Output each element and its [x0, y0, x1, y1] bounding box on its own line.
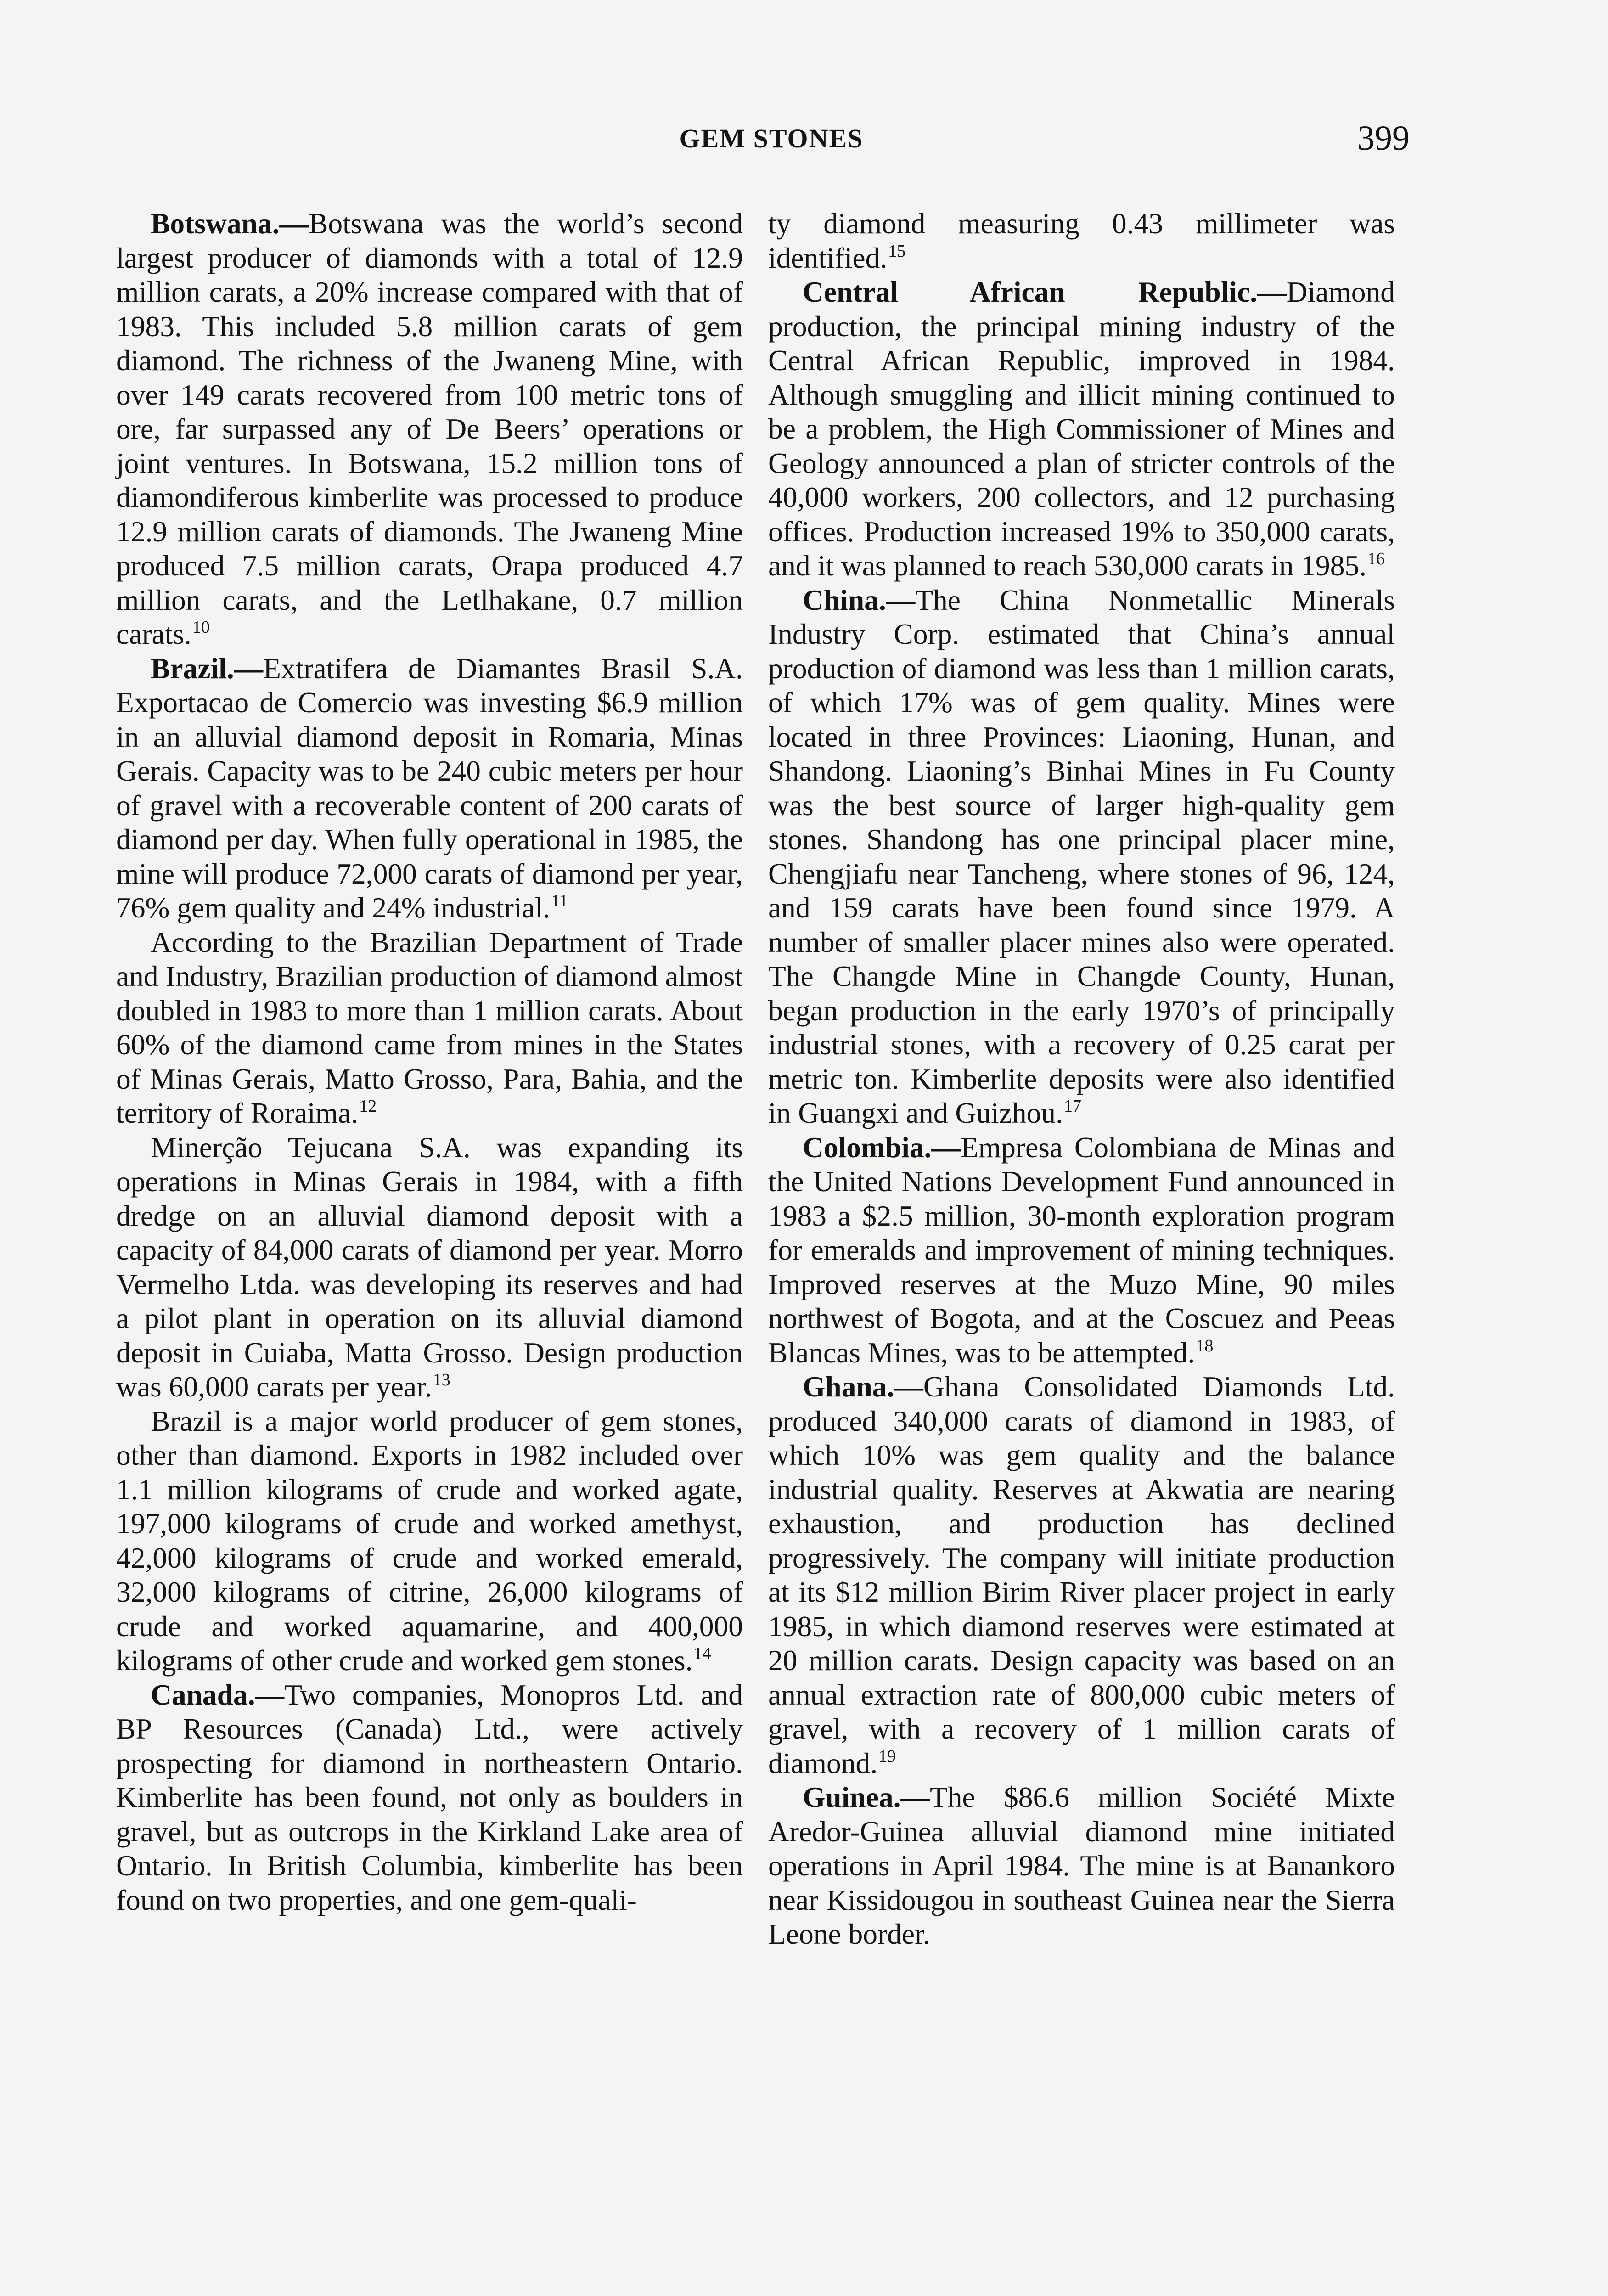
section-heading: Guinea.—: [803, 1781, 930, 1813]
footnote-ref: 11: [551, 891, 568, 911]
section-heading: Colombia.—: [803, 1131, 961, 1164]
paragraph-text: Ghana Consolidated Diamonds Ltd. produced 340,000 carats of diamond in 1983, of which 10% was gem quality and the balance industrial quality. Reserves at Akwatia are nearing exhaustion, and production has declined progressively. The company will initiate production at its $12 million Birim River placer project in early 1985, in which diamond reserves were estimated at 20 million carats. Design capacity was based on an annual extraction rate of 800,000 cubic meters of gravel, with a recovery of 1 million carats of diamond.: [768, 1370, 1395, 1779]
paragraph: [768, 1131, 1395, 1370]
section-heading: China.—: [803, 583, 916, 616]
footnote-ref: 18: [1196, 1336, 1214, 1356]
right-column: [768, 207, 1395, 1952]
paragraph-text: Botswana was the world’s second largest producer of diamonds with a total of 12.9 million carats, a 20% increase compared with that of 1983. This included 5.8 million carats of gem diamond. The richness of the Jwaneng Mine, with over 149 carats recovered from 100 metric tons of ore, far surpassed any of De Beers’ operations or joint ventures. In Botswana, 15.2 million tons of diamondiferous kimberlite was processed to produce 12.9 million carats of diamonds. The Jwaneng Mine produced 7.5 million carats, Orapa produced 4.7 million carats, and the Letlhakane, 0.7 million carats.: [116, 207, 743, 650]
left-column: [116, 207, 743, 1917]
paragraph: [768, 1780, 1395, 1952]
section-heading: Brazil.—: [151, 652, 264, 685]
footnote-ref: 17: [1063, 1097, 1081, 1116]
paragraph: [768, 583, 1395, 1131]
paragraph: [116, 1131, 743, 1404]
paragraph: [116, 1404, 743, 1678]
paragraph: [116, 652, 743, 925]
section-heading: Ghana.—: [803, 1370, 923, 1403]
footnote-ref: 12: [359, 1097, 377, 1116]
section-heading: Canada.—: [151, 1678, 285, 1711]
section-heading: Central African Republic.—: [803, 276, 1287, 308]
paragraph-text: Empresa Colombiana de Minas and the United Nations Development Fund announced in 1983 a $2.5 million, 30-month exploration program for emeralds and improvement of mining techniques. Improved reserves at the Muzo Mine, 90 miles northwest of Bogota, and at the Coscuez and Peeas Blancas Mines, was to be attempted.: [768, 1131, 1395, 1369]
page-number: 399: [1357, 119, 1410, 158]
paragraph-text: The $86.6 million Société Mixte Aredor-Guinea alluvial diamond mine initiated operations in April 1984. The mine is at Banankoro near Kissidougou in southeast Guinea near the Sierra Leone border.: [768, 1781, 1395, 1950]
paragraph-continuation: [768, 207, 1395, 275]
footnote-ref: 19: [878, 1746, 896, 1766]
paragraph-text: Brazil is a major world producer of gem stones, other than diamond. Exports in 1982 included over 1.1 million kilograms of crude and worked agate, 197,000 kilograms of crude and worked amethyst, 42,000 kilograms of crude and worked emerald, 32,000 kilograms of citrine, 26,000 kilograms of crude and worked aquamarine, and 400,000 kilograms of other crude and worked gem stones.: [116, 1404, 743, 1677]
footnote-ref: 16: [1367, 549, 1385, 568]
paragraph-text: ty diamond measuring 0.43 millimeter was identified.: [768, 207, 1395, 274]
running-title: GEM STONES: [679, 124, 864, 153]
paragraph-text: Minerção Tejucana S.A. was expanding its operations in Minas Gerais in 1984, with a fifth dredge on an alluvial diamond deposit with a capacity of 84,000 carats of diamond per year. Morro Vermelho Ltda. was developing its reserves and had a pilot plant in operation on its alluvial diamond deposit in Cuiaba, Matta Grosso. Design production was 60,000 carats per year.: [116, 1131, 743, 1403]
paragraph-text: According to the Brazilian Department of Trade and Industry, Brazilian production of diamond almost doubled in 1983 to more than 1 million carats. About 60% of the diamond came from mines in the States of Minas Gerais, Matto Grosso, Para, Bahia, and the territory of Roraima.: [116, 925, 743, 1129]
paragraph-text: Diamond production, the principal mining industry of the Central African Republic, improved in 1984. Although smuggling and illicit mining continued to be a problem, the High Commissioner of Mines and Geology announced a plan of stricter controls of the 40,000 workers, 200 collectors, and 12 purchasing offices. Production increased 19% to 350,000 carats, and it was planned to reach 530,000 carats in 1985.: [768, 276, 1395, 582]
footnote-ref: 15: [888, 241, 906, 261]
paragraph: [116, 925, 743, 1131]
section-heading: Botswana.—: [151, 207, 309, 240]
paragraph: [116, 1678, 743, 1918]
footnote-ref: 14: [693, 1644, 711, 1663]
footnote-ref: 13: [433, 1370, 450, 1390]
paragraph-text: Extratifera de Diamantes Brasil S.A. Exportacao de Comercio was investing $6.9 million in an alluvial diamond deposit in Romaria, Minas Gerais. Capacity was to be 240 cubic meters per hour of gravel with a recoverable content of 200 carats of diamond per day. When fully operational in 1985, the mine will produce 72,000 carats of diamond per year, 76% gem quality and 24% industrial.: [116, 652, 743, 924]
paragraph-text: Two companies, Monopros Ltd. and BP Resources (Canada) Ltd., were actively prospecting for diamond in northeastern Ontario. Kimberlite has been found, not only as boulders in gravel, but as outcrops in the Kirkland Lake area of Ontario. In British Columbia, kimberlite has been found on two properties, and one gem-quali-: [116, 1678, 743, 1916]
footnote-ref: 10: [192, 618, 210, 637]
paragraph: [768, 275, 1395, 583]
paragraph: [768, 1370, 1395, 1780]
paragraph: [116, 207, 743, 652]
paragraph-text: The China Nonmetallic Minerals Industry Corp. estimated that China’s annual production of diamond was less than 1 million carats, of which 17% was of gem quality. Mines were located in three Provinces: Liaoning, Hunan, and Shandong. Liaoning’s Binhai Mines in Fu County was the best source of larger high-quality gem stones. Shandong has one principal placer mine, Chengjiafu near Tancheng, where stones of 96, 124, and 159 carats have been found since 1979. A number of smaller placer mines also were operated. The Changde Mine in Changde County, Hunan, began production in the early 1970’s of principally industrial stones, with a recovery of 0.25 carat per metric ton. Kimberlite deposits were also identified in Guangxi and Guizhou.: [768, 583, 1395, 1129]
